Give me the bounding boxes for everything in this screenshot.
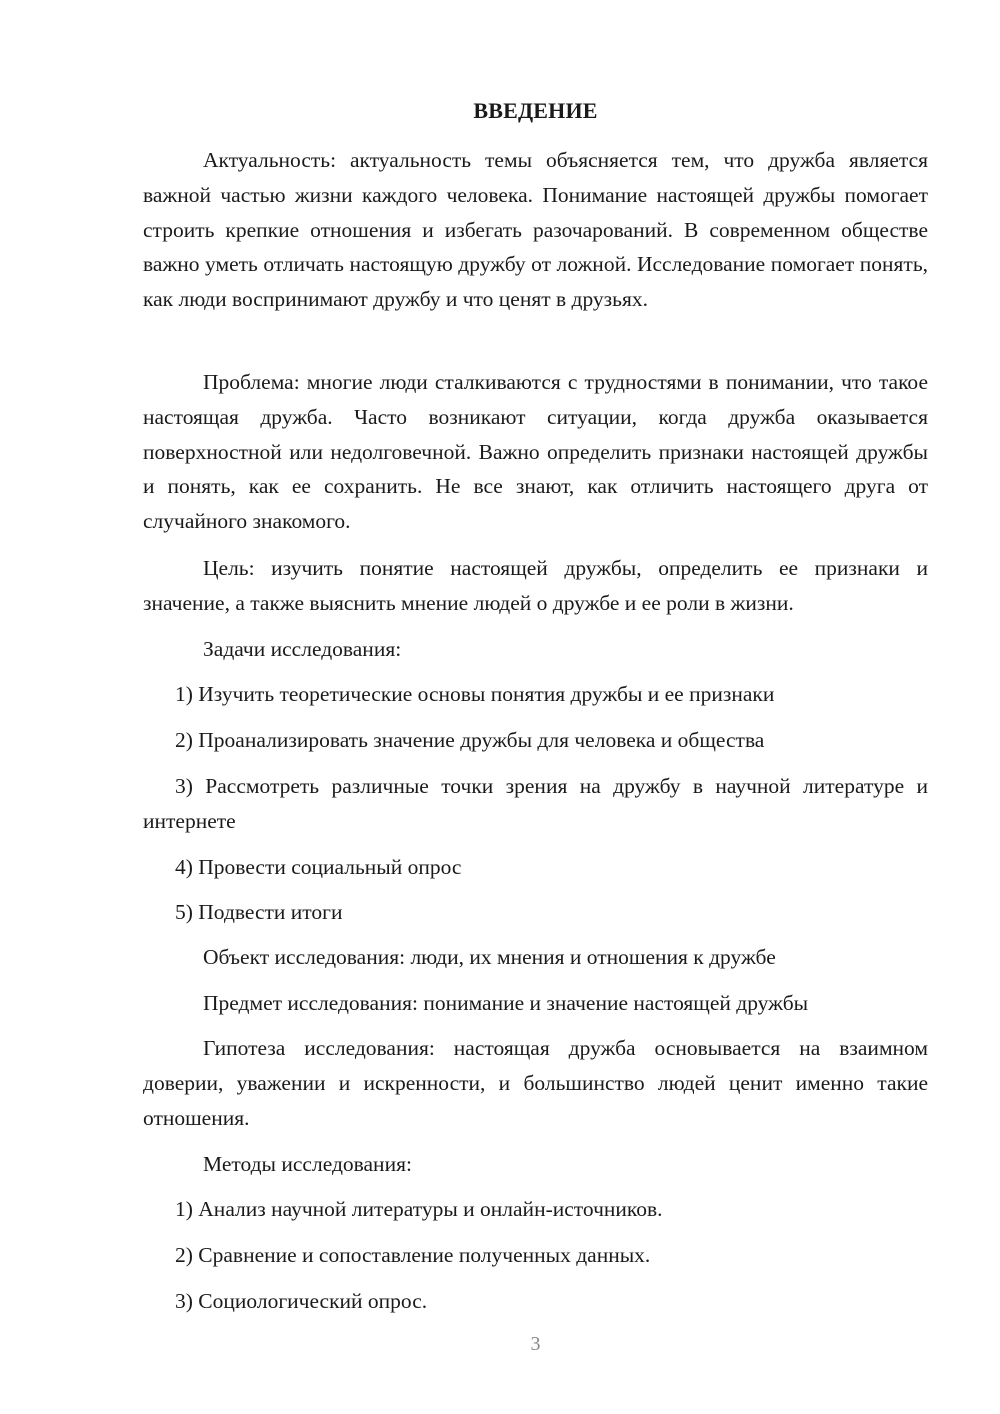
- object-paragraph: Объект исследования: люди, их мнения и отношения к дружбе: [203, 945, 776, 969]
- document-page: [143, 0, 928, 1414]
- problem-paragraph: Проблема: многие люди сталкиваются с трудностями в понимании, что такое настоящая дружба. Часто возникают ситуации, когда дружба оказывается поверхностной или недолговечной. Важно определить признаки настоящей дружбы и понять, как ее сохранить. Не все знают, как отличить настоящего друга от случайного знакомого.: [143, 370, 928, 534]
- page-number: 3: [530, 1333, 541, 1355]
- task-item: 5) Подвести итоги: [175, 900, 343, 924]
- relevance-paragraph: Актуальность: актуальность темы объясняется тем, что дружба является важной частью жизни каждого человека. Понимание настоящей дружбы помогает строить крепкие отношения и избегать разочарований. В современном обществе важно уметь отличать настоящую дружбу от ложной. Исследование помогает понять, как люди воспринимают дружбу и что ценят в друзьях.: [143, 148, 928, 312]
- task-item: 1) Изучить теоретические основы понятия дружбы и ее признаки: [175, 682, 775, 706]
- page-title: ВВЕДЕНИЕ: [473, 98, 598, 123]
- method-item: 3) Социологический опрос.: [175, 1289, 428, 1313]
- hypothesis-paragraph: Гипотеза исследования: настоящая дружба основывается на взаимном доверии, уважении и искренности, и большинство людей ценит именно такие отношения.: [143, 1036, 928, 1130]
- task-item: 4) Провести социальный опрос: [175, 855, 462, 879]
- method-item: 1) Анализ научной литературы и онлайн-источников.: [175, 1197, 663, 1221]
- method-item: 2) Сравнение и сопоставление полученных данных.: [175, 1243, 651, 1267]
- subject-paragraph: Предмет исследования: понимание и значение настоящей дружбы: [203, 991, 809, 1015]
- methods-heading: Методы исследования:: [203, 1152, 412, 1176]
- task-item: 3) Рассмотреть различные точки зрения на дружбу в научной литературе и интернете: [143, 774, 928, 833]
- tasks-heading: Задачи исследования:: [203, 637, 402, 661]
- goal-paragraph: Цель: изучить понятие настоящей дружбы, определить ее признаки и значение, а также выяснить мнение людей о дружбе и ее роли в жизни.: [143, 556, 928, 615]
- task-item: 2) Проанализировать значение дружбы для человека и общества: [175, 728, 765, 752]
